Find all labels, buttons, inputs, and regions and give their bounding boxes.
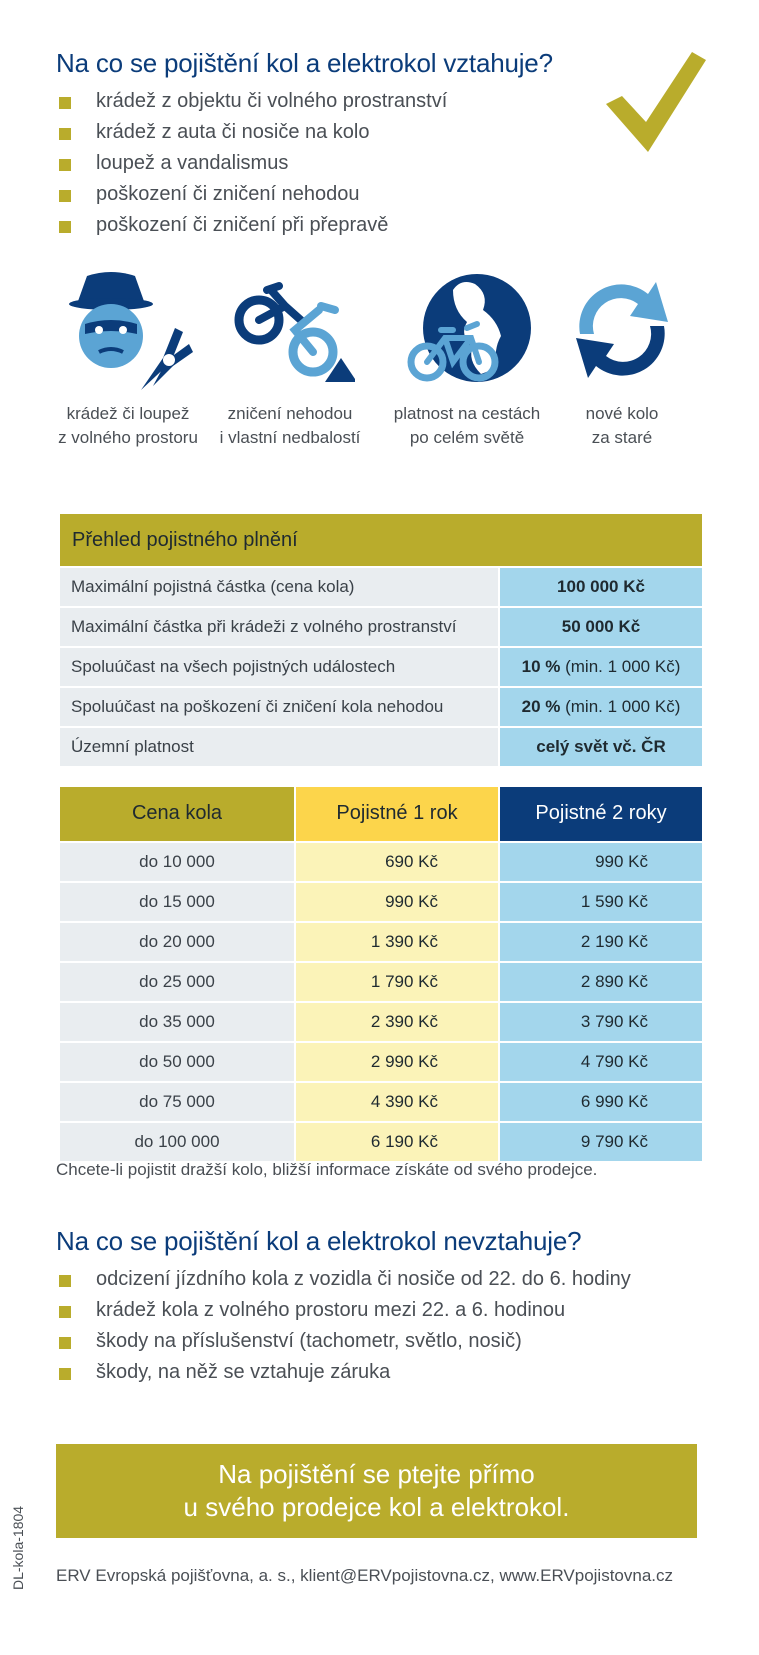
list-item: odcizení jízdního kola z vozidla či nosiče od 22. do 6. hodiny xyxy=(56,1264,631,1295)
pricing-header xyxy=(60,787,702,841)
pricing-table xyxy=(60,787,702,1161)
covered-list xyxy=(56,86,447,241)
crashed-bicycle-icon xyxy=(225,270,355,390)
table-row: do 75 000 4 390 Kč 6 990 Kč xyxy=(60,1083,702,1121)
list-item: krádež z objektu či volného prostranství xyxy=(56,86,447,117)
square-bullet-icon xyxy=(59,1275,71,1287)
square-bullet-icon xyxy=(59,128,71,140)
list-item: krádež kola z volného prostoru mezi 22. a 6. hodinou xyxy=(56,1295,631,1326)
table-row: do 100 000 6 190 Kč 9 790 Kč xyxy=(60,1123,702,1161)
table-row: do 20 000 1 390 Kč 2 190 Kč xyxy=(60,923,702,961)
list-item: krádež z auta či nosiče na kolo xyxy=(56,117,447,148)
excluded-title: Na co se pojištění kol a elektrokol nevztahuje? xyxy=(56,1226,582,1256)
table-row: do 15 000 990 Kč 1 590 Kč xyxy=(60,883,702,921)
table-row: do 35 000 2 390 Kč 3 790 Kč xyxy=(60,1003,702,1041)
overview-table xyxy=(60,514,702,766)
header-2-years: Pojistné 2 roky xyxy=(500,787,702,841)
square-bullet-icon xyxy=(59,1306,71,1318)
square-bullet-icon xyxy=(59,159,71,171)
list-item: loupež a vandalismus xyxy=(56,148,447,179)
feature-icons xyxy=(56,270,706,470)
table-row: do 10 000 690 Kč 990 Kč xyxy=(60,843,702,881)
list-item: škody, na něž se vztahuje záruka xyxy=(56,1357,631,1388)
table-row: Maximální pojistná částka (cena kola) 100 000 Kč xyxy=(60,568,702,606)
pricing-note: Chcete-li pojistit dražší kolo, bližší informace získáte od svého prodejce. xyxy=(56,1160,598,1179)
table-row: Územní platnost celý svět vč. ČR xyxy=(60,728,702,766)
square-bullet-icon xyxy=(59,1337,71,1349)
header-1-year: Pojistné 1 rok xyxy=(296,787,498,841)
excluded-list xyxy=(56,1264,631,1388)
footer-contact: ERV Evropská pojišťovna, a. s., klient@ERVpojistovna.cz, www.ERVpojistovna.cz xyxy=(56,1566,674,1585)
feature-accident: zničení nehodou i vlastní nedbalostí xyxy=(218,270,362,450)
square-bullet-icon xyxy=(59,97,71,109)
square-bullet-icon xyxy=(59,221,71,233)
overview-title: Přehled pojistného plnění xyxy=(60,514,702,566)
list-item: poškození či zničení nehodou xyxy=(56,179,447,210)
table-row: Spoluúčast na poškození či zničení kola nehodou 20 % (min. 1 000 Kč) xyxy=(60,688,702,726)
refresh-arrows-icon xyxy=(564,270,680,390)
table-row: Spoluúčast na všech pojistných událostech 10 % (min. 1 000 Kč) xyxy=(60,648,702,686)
feature-new-for-old: nové kolo za staré xyxy=(562,270,682,450)
square-bullet-icon xyxy=(59,190,71,202)
list-item: škody na příslušenství (tachometr, světlo, nosič) xyxy=(56,1326,631,1357)
list-item: poškození či zničení při přepravě xyxy=(56,210,447,241)
table-row: Maximální částka při krádeži z volného prostranství 50 000 Kč xyxy=(60,608,702,646)
thief-with-pliers-icon xyxy=(63,270,193,390)
cta-banner: Na pojištění se ptejte přímo u svého prodejce kol a elektrokol. xyxy=(56,1444,697,1538)
table-row: do 25 000 1 790 Kč 2 890 Kč xyxy=(60,963,702,1001)
document-code: DL-kola-1804 xyxy=(10,1505,26,1590)
feature-theft: krádež či loupež z volného prostoru xyxy=(56,270,200,450)
table-row: do 50 000 2 990 Kč 4 790 Kč xyxy=(60,1043,702,1081)
globe-bicycle-icon xyxy=(397,270,537,390)
feature-worldwide: platnost na cestách po celém světě xyxy=(390,270,544,450)
covered-title: Na co se pojištění kol a elektrokol vztahuje? xyxy=(56,48,553,78)
square-bullet-icon xyxy=(59,1368,71,1380)
checkmark-icon xyxy=(606,52,706,158)
header-bike-price: Cena kola xyxy=(60,787,294,841)
